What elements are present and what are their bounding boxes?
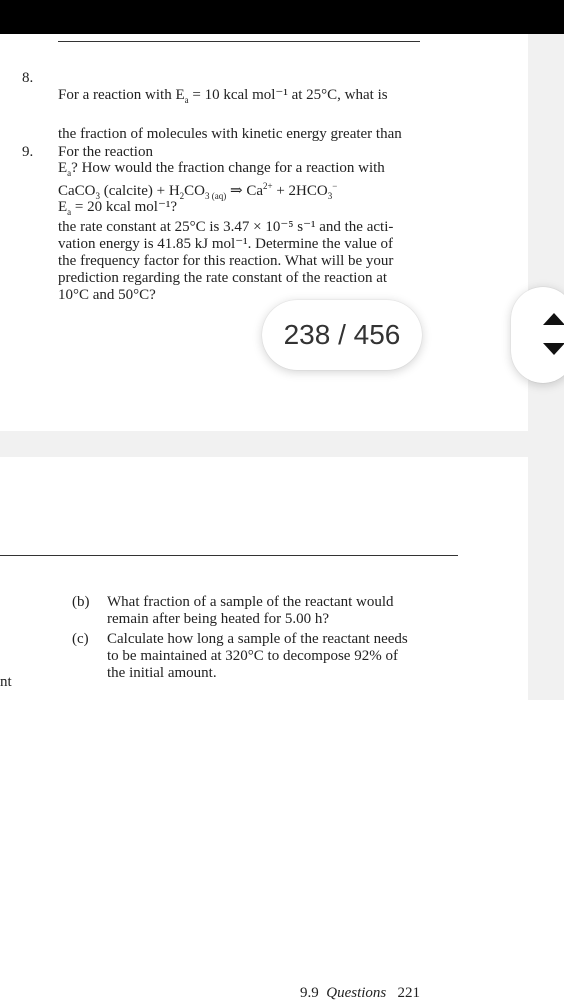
page-nav-control[interactable] <box>511 287 564 383</box>
chevron-up-icon[interactable] <box>543 313 564 325</box>
chevron-down-icon[interactable] <box>543 343 564 355</box>
item-b-text: What fraction of a sample of the reactant would remain after being heated for 5.00 h? <box>107 594 394 627</box>
question-9-intro: For the reaction <box>58 144 153 160</box>
document-page-top <box>0 34 528 431</box>
page-gap <box>0 431 528 457</box>
item-c-text: Calculate how long a sample of the reactant needs to be maintained at 320°C to decompose 92% of the initial amount. <box>107 631 408 681</box>
edge-text-fragment: nt <box>0 674 12 690</box>
top-black-bar <box>0 0 564 34</box>
reaction-equation: CaCO$_3$ (calcite) + $H_2CO_{3 (aq)}$ ⇒ $Ca^{2+} + 2HCO_3^-$ <box>58 181 338 201</box>
item-b-label: (b) <box>72 594 90 610</box>
question-9-number: 9. <box>22 144 34 160</box>
question-8-number: 8. <box>22 70 34 86</box>
document-page-bottom <box>0 457 528 1001</box>
header-rule <box>0 555 458 556</box>
question-9-body: the rate constant at 25°C is 3.47 × 10⁻⁵ s⁻¹ and the acti- vation energy is 41.85 kJ mol⁻¹. Determine the value of the frequency factor for this reaction. What will be your prediction regarding the rate constant of the reaction at 10°C and 50°C? <box>58 219 394 303</box>
item-c-label: (c) <box>72 631 89 647</box>
page-top-rule <box>58 41 420 42</box>
running-header: 9.9 Questions 221 <box>300 985 420 1001</box>
question-8-text: For a reaction with $E_a = 10$ kcal mol⁻¹ at 25°C, what is the fraction of molecules with kinetic energy greater than $E_a$? How would the fraction change for a reaction with $E_a = 20$ kcal mol⁻¹? <box>58 87 402 217</box>
page-indicator: 238 / 456 <box>262 300 422 370</box>
